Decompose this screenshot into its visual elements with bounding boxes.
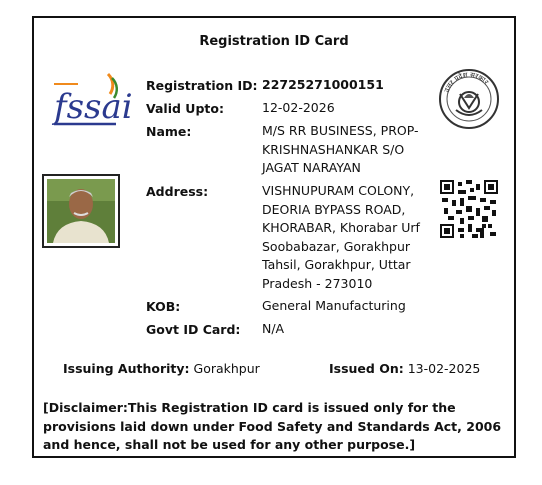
name-label: Name: [146, 124, 192, 139]
address-value: VISHNUPURAM COLONY, DEORIA BYPASS ROAD, KHORABAR, Khorabar Urf Soobabazar, Gorakhpur Tahsil, Gorakhpur, Uttar Pradesh - 273010 [262, 183, 420, 291]
issuing-authority-label: Issuing Authority: [63, 361, 190, 376]
applicant-photo [47, 179, 115, 243]
issued-on-label: Issued On: [329, 361, 404, 376]
govt-id-label: Govt ID Card: [146, 322, 241, 337]
issuing-authority [63, 361, 260, 376]
valid-upto-label: Valid Upto: [146, 101, 224, 116]
applicant-photo-frame [42, 174, 120, 248]
fssai-logo-text: fssai [54, 87, 133, 127]
fssai-logo [52, 66, 133, 136]
qr-code [440, 180, 498, 238]
issuing-authority-value: Gorakhpur [193, 361, 260, 376]
emblem-text: उत्तर प्रदेश सरकार [442, 70, 490, 94]
issued-on-value: 13-02-2025 [407, 361, 481, 376]
registration-id-value: 22725271000151 [262, 77, 384, 92]
issued-on [329, 361, 480, 376]
card-title: Registration ID Card [199, 34, 349, 49]
kob-label: KOB: [146, 299, 181, 314]
address-label: Address: [146, 184, 209, 199]
up-government-emblem [438, 68, 500, 130]
govt-id-value: N/A [262, 321, 285, 336]
kob-value: General Manufacturing [262, 298, 406, 313]
valid-upto-value: 12-02-2026 [262, 100, 335, 115]
registration-id-label: Registration ID: [146, 78, 258, 93]
registration-id-card [32, 16, 516, 458]
disclaimer: [Disclaimer:This Registration ID card is issued only for the provisions laid down under Food Safety and Standards Act, 2006 and hence, shall not be used for any other purpose.] [43, 400, 502, 452]
name-value: M/S RR BUSINESS, PROP-KRISHNASHANKAR S/O JAGAT NARAYAN [262, 123, 419, 175]
